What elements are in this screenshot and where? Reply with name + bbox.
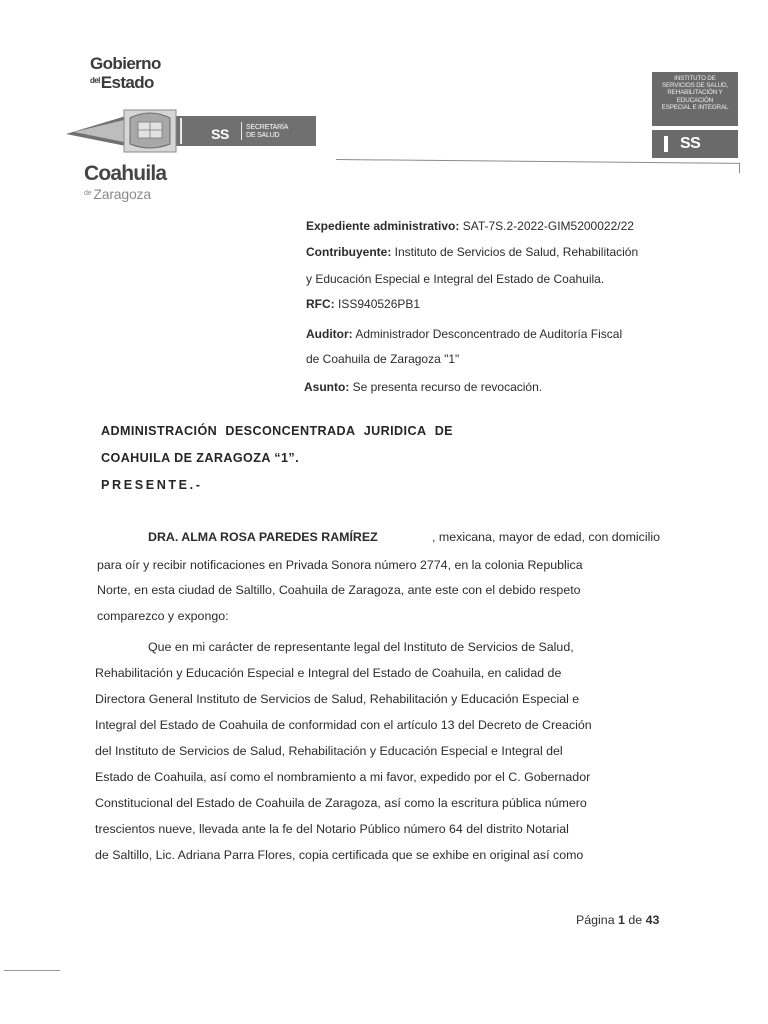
page-label: Página [576, 913, 615, 927]
logo-zaragoza-word: Zaragoza [93, 186, 151, 202]
addressee-word-1: ADMINISTRACIÓN [101, 424, 218, 438]
asunto-label: Asunto: [304, 380, 350, 394]
logo-secretaria-line2: DE SALUD [246, 132, 280, 139]
auditor-value: Administrador Desconcentrado de Auditoría Fiscal [352, 327, 623, 341]
addressee-line-2: COAHUILA DE ZARAGOZA “1”. [101, 451, 299, 465]
addressee-line-1 [101, 424, 453, 438]
scan-artifact-line [4, 970, 60, 971]
expediente-line [306, 219, 634, 233]
instituto-ss-text: SS [680, 135, 701, 152]
logo-de-text: de [84, 190, 92, 197]
addressee-word-2: DESCONCENTRADA [225, 424, 356, 438]
addressee-word-4: DE [434, 424, 453, 438]
signatory-name: DRA. ALMA ROSA PAREDES RAMÍREZ [148, 530, 378, 544]
body-p1-line-2: para oír y recibir notificaciones en Privada Sonora número 2774, en la colonia Republica [97, 558, 583, 572]
body-p2-line-8: trescientos nueve, llevada ante la fe del Notario Público número 64 del distrito Notarial [95, 822, 569, 836]
asunto-line [304, 380, 542, 394]
logo-ss-mark: SS [211, 126, 229, 142]
page-current: 1 [618, 913, 625, 927]
instituto-name-box [652, 72, 738, 126]
body-p2-line-6: Estado de Coahuila, así como el nombramiento a mi favor, expedido por el C. Gobernador [95, 770, 591, 784]
body-p2-line-3: Directora General Instituto de Servicios de Salud, Rehabilitación y Educación Especial e [95, 692, 580, 706]
expediente-value: SAT-7S.2-2022-GIM5200022/22 [459, 219, 634, 233]
instituto-line3: REHABILITACIÓN Y [667, 89, 723, 97]
logo-coahuila-text: Coahuila [84, 162, 167, 185]
body-p2-line-7: Constitucional del Estado de Coahuila de Zaragoza, así como la escritura pública número [95, 796, 587, 810]
addressee-word-3: JURIDICA [363, 424, 427, 438]
body-p2-line-2: Rehabilitación y Educación Especial e Integral del Estado de Coahuila, en calidad de [95, 666, 562, 680]
rfc-label: RFC: [306, 297, 335, 311]
page-number [576, 913, 659, 927]
body-p2-line-9: de Saltillo, Lic. Adriana Parra Flores, copia certificada que se exhibe en original así como [95, 848, 584, 862]
logo-secretaria-text [246, 124, 288, 140]
body-p1-line-3: Norte, en esta ciudad de Saltillo, Coahuila de Zaragoza, ante este con el debido respeto [97, 583, 581, 597]
contribuyente-value: Instituto de Servicios de Salud, Rehabilitación [391, 245, 639, 259]
body-p2-line-5: del Instituto de Servicios de Salud, Rehabilitación y Educación Especial e Integral del [95, 744, 563, 758]
gobierno-coahuila-logo [66, 52, 316, 204]
auditor-line-2: de Coahuila de Zaragoza "1" [306, 352, 460, 366]
body-p1-line-1 [148, 530, 660, 544]
logo-gobierno-text: Gobierno [90, 54, 161, 73]
instituto-line2: SERVICIOS DE SALUD, [661, 82, 729, 90]
rfc-value: ISS940526PB1 [334, 297, 421, 311]
contribuyente-label: Contribuyente: [306, 245, 392, 259]
logo-secretaria-line1: SECRETARÍA [246, 124, 289, 131]
auditor-label: Auditor: [306, 327, 353, 341]
body-p2-line-4: Integral del Estado de Coahuila de conformidad con el artículo 13 del Decreto de Creación [95, 718, 592, 732]
logo-del-text: del [90, 76, 100, 85]
body-p1-line-4: comparezco y expongo: [97, 609, 229, 623]
logo-estado-text [90, 73, 154, 93]
instituto-logo [652, 72, 738, 162]
instituto-line5: ESPECIAL E INTEGRAL [661, 103, 729, 111]
asunto-value: Se presenta recurso de revocación. [349, 380, 543, 394]
instituto-line1: INSTITUTO DE [674, 75, 716, 82]
body-p2-line-1: Que en mi carácter de representante legal del Instituto de Servicios de Salud, [148, 640, 574, 654]
header-divider-tick [739, 163, 740, 173]
auditor-line [306, 327, 622, 341]
page-total: 43 [645, 913, 660, 927]
logo-zaragoza-text [84, 186, 151, 202]
instituto-ss-mark [652, 130, 738, 158]
instituto-line4: EDUCACIÓN [676, 96, 714, 104]
expediente-label: Expediente administrativo: [306, 219, 460, 233]
page-of-label: de [628, 913, 643, 927]
contribuyente-line-2: y Educación Especial e Integral del Estado de Coahuila. [306, 272, 605, 286]
contribuyente-line [306, 245, 638, 259]
logo-estado-word: Estado [100, 73, 154, 92]
body-p1-line-1-rest: , mexicana, mayor de edad, con domicilio [432, 530, 660, 544]
instituto-bar-icon [664, 136, 668, 152]
presente-line: PRESENTE.- [101, 478, 203, 492]
rfc-line [306, 297, 420, 311]
